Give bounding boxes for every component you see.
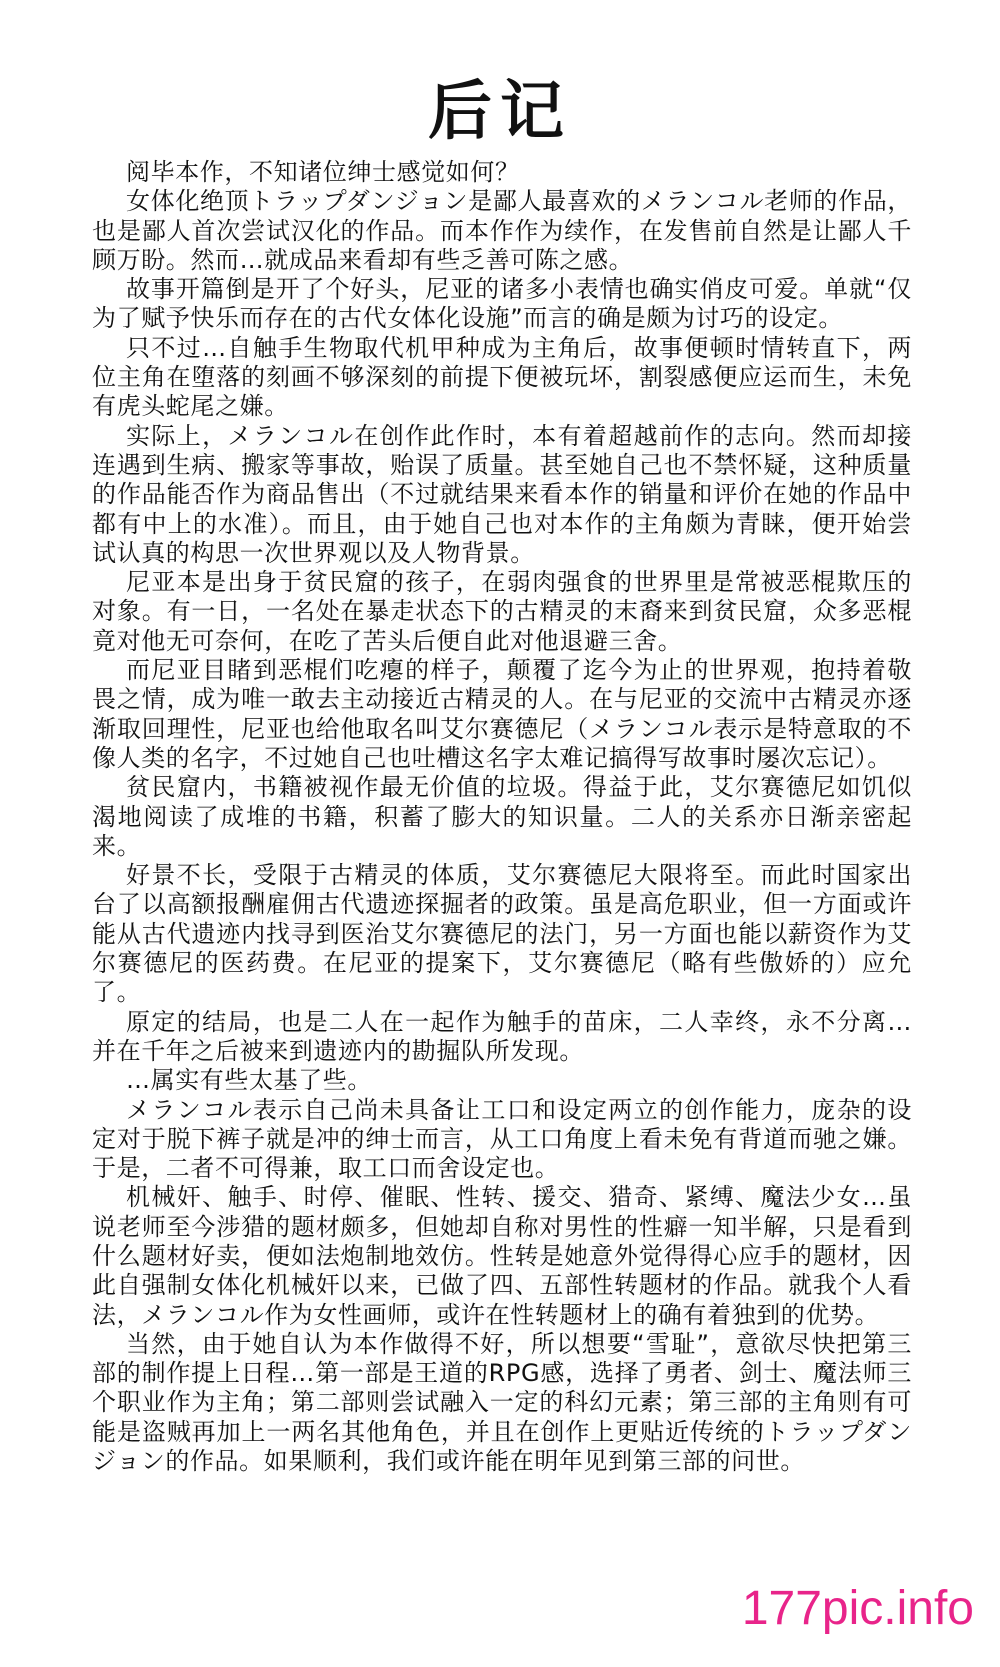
paragraph: 原定的结局，也是二人在一起作为触手的苗床，二人幸终，永不分离…并在千年之后被来到遗迹内的勘掘队所发现。 (92, 1007, 912, 1065)
paragraph: 故事开篇倒是开了个好头，尼亚的诸多小表情也确实俏皮可爱。单就“仅为了赋予快乐而存在的古代女体化设施”而言的确是颇为讨巧的设定。 (92, 275, 912, 333)
paragraph: 机械奸、触手、时停、催眠、性转、援交、猎奇、紧缚、魔法少女…虽说老师至今涉猎的题材颇多，但她却自称对男性的性癖一知半解，只是看到什么题材好卖，便如法炮制地效仿。性转是她意外觉得得心应手的题材，因此自强制女体化机械奸以来，已做了四、五部性转题材的作品。就我个人看法，メランコル作为女性画师，或许在性转题材上的确有着独到的优势。 (92, 1183, 912, 1329)
paragraph: 而尼亚目睹到恶棍们吃瘪的样子，颠覆了迄今为止的世界观，抱持着敬畏之情，成为唯一敢去主动接近古精灵的人。在与尼亚的交流中古精灵亦逐渐取回理性，尼亚也给他取名叫艾尔赛德尼（メランコル表示是特意取的不像人类的名字，不过她自己也吐槽这名字太难记搞得写故事时屡次忘记）。 (92, 656, 912, 772)
paragraph: 贫民窟内，书籍被视作最无价值的垃圾。得益于此，艾尔赛德尼如饥似渴地阅读了成堆的书籍，积蓄了膨大的知识量。二人的关系亦日渐亲密起来。 (92, 773, 912, 860)
afterword-body (92, 158, 912, 1476)
paragraph: 阅毕本作，不知诸位绅士感觉如何？ (126, 158, 520, 186)
paragraph: 只不过…自触手生物取代机甲种成为主角后，故事便顿时情转直下，两位主角在堕落的刻画不够深刻的前提下便被玩坏，割裂感便应运而生，未免有虎头蛇尾之嫌。 (92, 333, 912, 421)
page-title: 后记 (428, 75, 572, 149)
paragraph: メランコル表示自己尚未具备让工口和设定两立的创作能力，庞杂的设定对于脱下裤子就是冲的绅士而言，从工口角度上看未免有背道而驰之嫌。于是，二者不可得兼，取工口而舍设定也。 (92, 1095, 912, 1183)
paragraph: 女体化绝顶トラップダンジョン是鄙人最喜欢的メランコル老师的作品，也是鄙人首次尝试汉化的作品。而本作作为续作，在发售前自然是让鄙人千顾万盼。然而…就成品来看却有些乏善可陈之感。 (92, 187, 912, 274)
paragraph: …属实有些太基了些。 (126, 1066, 372, 1095)
paragraph: 好景不长，受限于古精灵的体质，艾尔赛德尼大限将至。而此时国家出台了以高额报酬雇佣古代遗迹探掘者的政策。虽是高危职业，但一方面或许能从古代遗迹内找寻到医治艾尔赛德尼的法门，另一方面也能以薪资作为艾尔赛德尼的医药费。在尼亚的提案下，艾尔赛德尼（略有些傲娇的）应允了。 (92, 861, 912, 1007)
paragraph: 当然，由于她自认为本作做得不好，所以想要“雪耻”，意欲尽快把第三部的制作提上日程…第一部是王道的RPG感，选择了勇者、剑士、魔法师三个职业作为主角；第二部则尝试融入一定的科幻元素；第三部的主角则有可能是盗贼再加上一两名其他角色，并且在创作上更贴近传统的トラップダンジョン的作品。如果顺利，我们或许能在明年见到第三部的问世。 (92, 1329, 912, 1476)
site-watermark: 177pic.info (741, 1582, 974, 1635)
paragraph: 尼亚本是出身于贫民窟的孩子，在弱肉强食的世界里是常被恶棍欺压的对象。有一日，一名处在暴走状态下的古精灵的末裔来到贫民窟，众多恶棍竟对他无可奈何，在吃了苦头后便自此对他退避三舍。 (92, 568, 912, 655)
paragraph: 实际上，メランコル在创作此作时，本有着超越前作的志向。然而却接连遇到生病、搬家等事故，贻误了质量。甚至她自己也不禁怀疑，这种质量的作品能否作为商品售出（不过就结果来看本作的销量和评价在她的作品中都有中上的水准）。而且，由于她自己也对本作的主角颇为青睐，便开始尝试认真的构思一次世界观以及人物背景。 (92, 421, 912, 567)
